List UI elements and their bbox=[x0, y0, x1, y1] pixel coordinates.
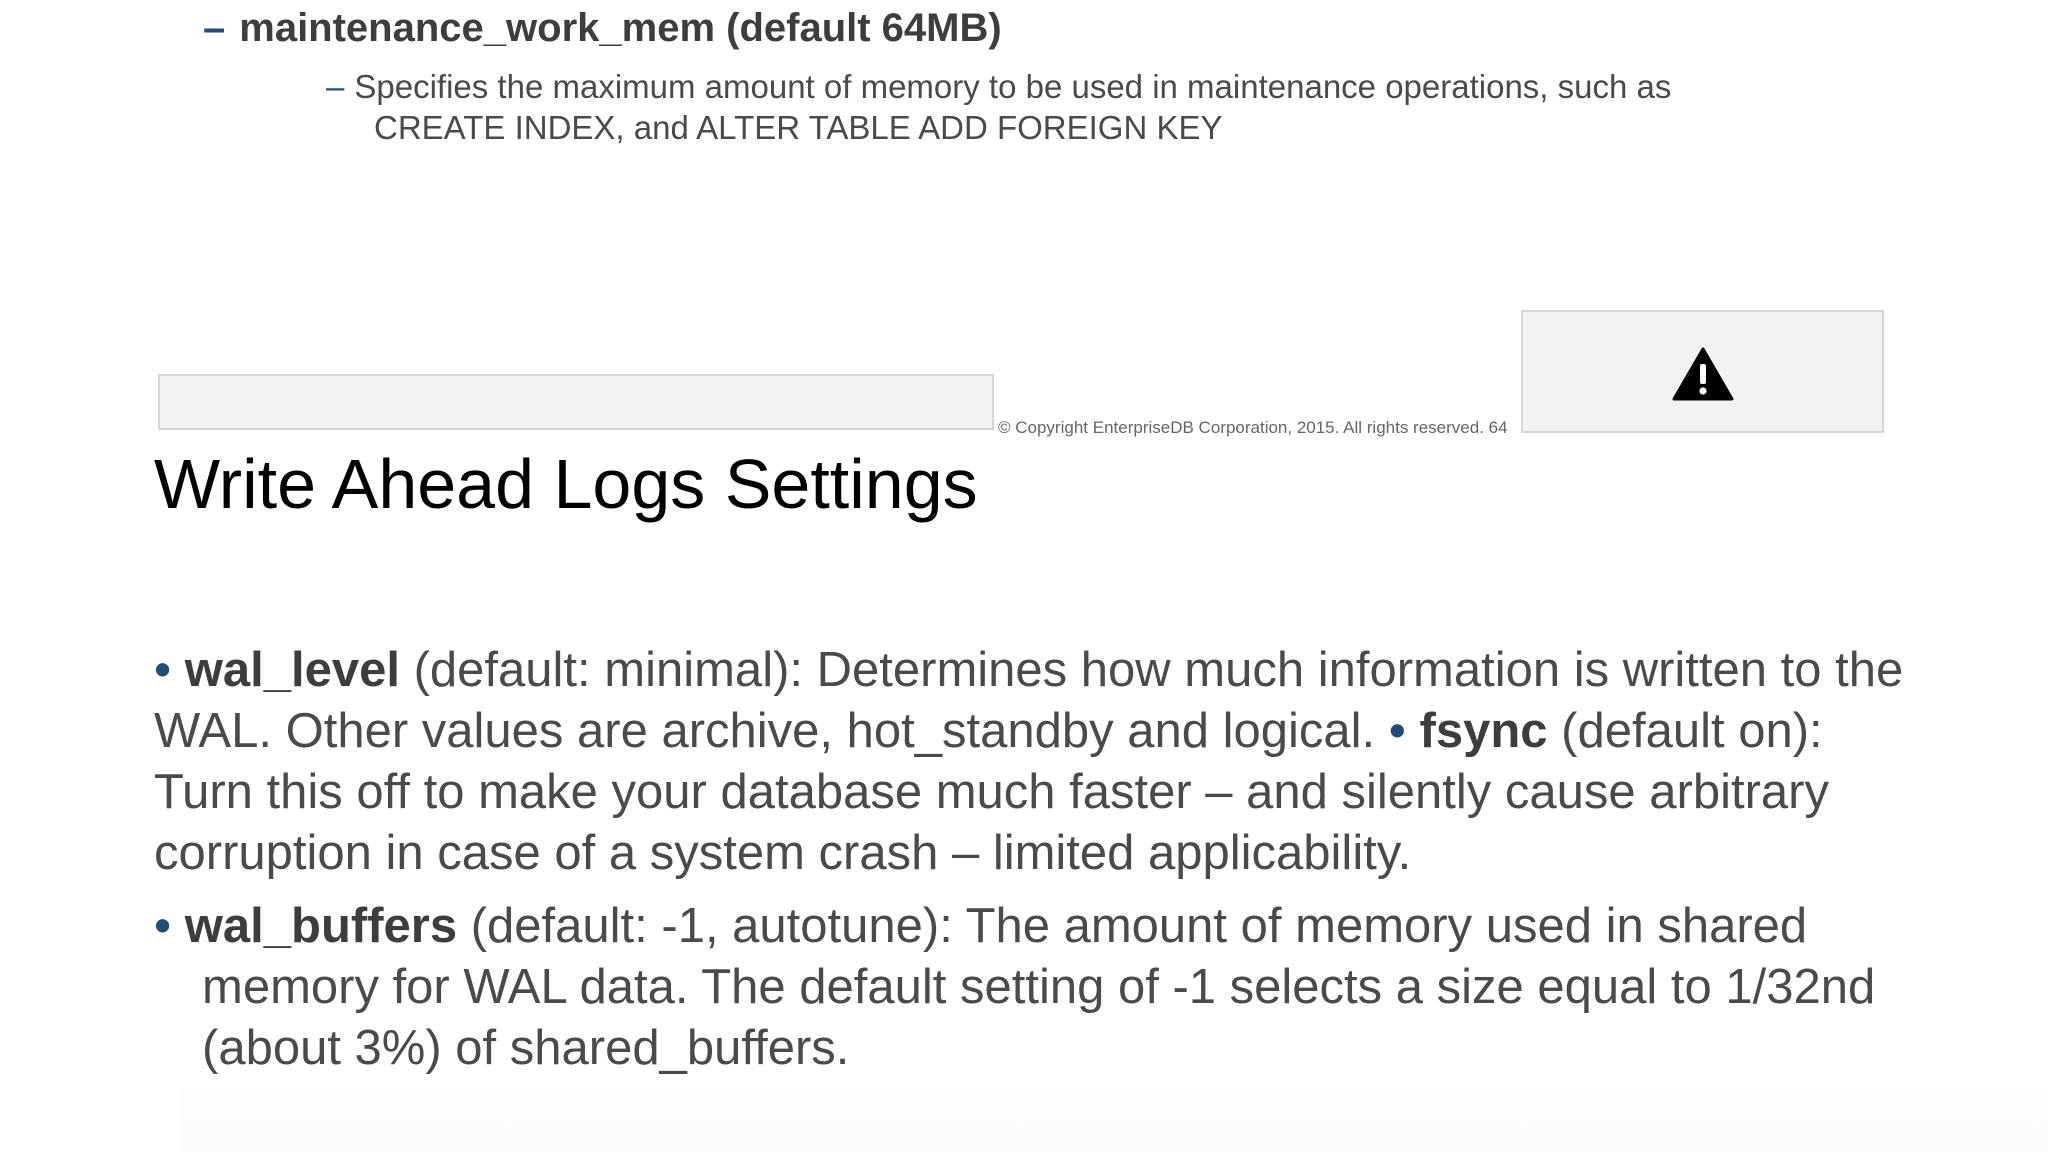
bullet-paragraph-2 bbox=[154, 896, 1914, 1079]
description-fsync: (default on): Turn this off to make your database much faster – and silently cause arbitrary corruption in case of a system crash – limited applicability. bbox=[154, 704, 1829, 880]
dash-bullet: – bbox=[203, 6, 226, 50]
previous-slide-heading bbox=[203, 4, 1002, 52]
bullet-dot: • bbox=[1388, 704, 1406, 758]
bullet-dot: • bbox=[154, 643, 172, 697]
dash-bullet: – bbox=[326, 68, 345, 105]
bottom-background-tint bbox=[180, 1080, 2048, 1152]
previous-slide-description bbox=[326, 66, 1746, 148]
bullet-dot: • bbox=[154, 899, 172, 953]
bullet-paragraph-1 bbox=[154, 640, 1914, 884]
broken-image-placeholder bbox=[1521, 310, 1884, 433]
description-text-1: Specifies the maximum amount of memory to be used in maintenance operations, such as bbox=[354, 68, 1672, 105]
copyright-text: © Copyright EnterpriseDB Corporation, 2015. All rights reserved. 64 bbox=[998, 418, 1508, 437]
heading-text: maintenance_work_mem (default 64MB) bbox=[239, 6, 1002, 50]
slide-body bbox=[154, 640, 1914, 1079]
term-wal-level: wal_level bbox=[184, 643, 400, 697]
description-line-2: CREATE INDEX, and ALTER TABLE ADD FOREIGN KEY bbox=[374, 109, 1223, 146]
description-wal-buffers: (default: -1, autotune): The amount of memory used in shared memory for WAL data. The default setting of -1 selects a size equal to 1/32nd (about 3%) of shared_buffers. bbox=[202, 899, 1876, 1075]
footer-logo-placeholder bbox=[158, 374, 994, 430]
term-fsync: fsync bbox=[1419, 704, 1548, 758]
description-line-1 bbox=[326, 66, 1746, 107]
term-wal-buffers: wal_buffers bbox=[184, 899, 458, 953]
description-wal-level: (default: minimal): Determines how much information is written to the WAL. Other values are archive, hot_standby and logical. bbox=[154, 643, 1904, 758]
slide-title: Write Ahead Logs Settings bbox=[154, 445, 978, 523]
warning-icon bbox=[1672, 346, 1734, 402]
